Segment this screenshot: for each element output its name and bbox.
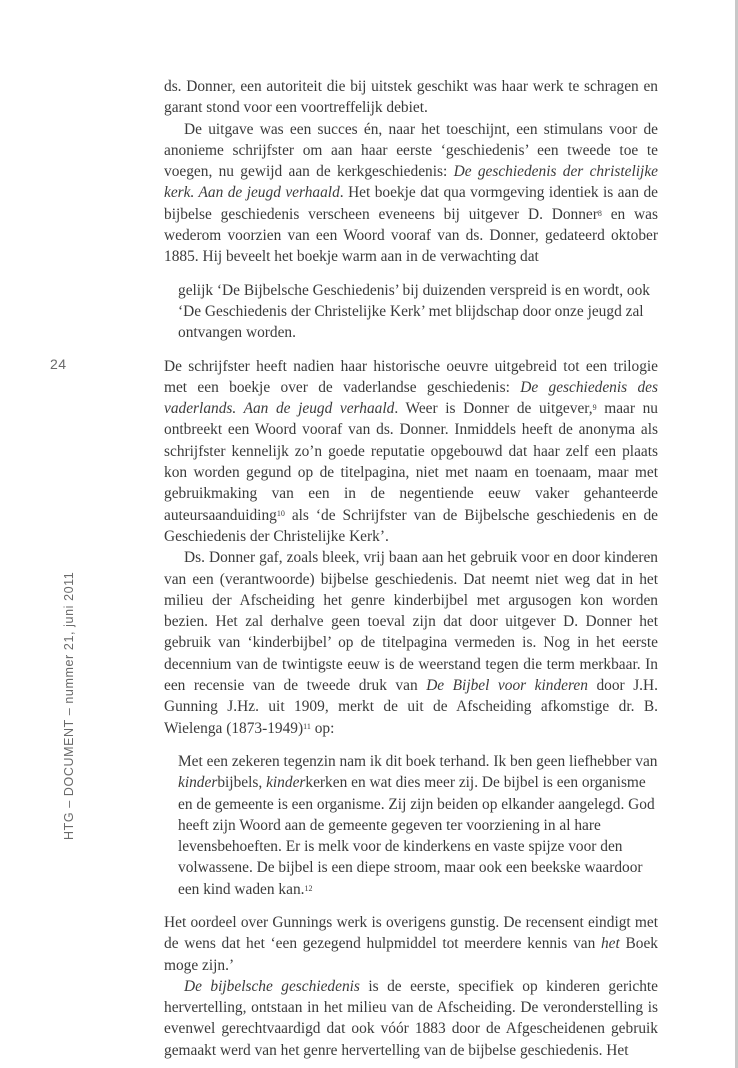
footnote-ref: 9 (592, 402, 597, 412)
emphasis: het (600, 935, 620, 953)
footnote-ref: 12 (304, 883, 313, 893)
text-run: op: (310, 719, 335, 737)
text-run: ds. Donner, een autoriteit die bij uitstek geschikt was haar werk te schragen en garant stond voor een voortreffelijk debiet. (164, 78, 658, 117)
text-run: maar nu ontbreekt een Woord vooraf van ds. Donner. Inmiddels heeft de anonyma als schrijfster kennelijk zo’n goede reputatie opgebouwd dat haar zelf een plaats kon worden gegund op de titelpagina, niet met naam en toenaam, maar met gebruikmaking van een in de negentiende eeuw vaker gehanteerde auteursaanduiding (164, 400, 659, 524)
paragraph-6 (164, 976, 658, 1061)
book-title: De bijbelsche geschiedenis (184, 977, 360, 995)
text-run: . Weer is Donner de uitgever, (394, 400, 593, 418)
running-head: HTG – DOCUMENT – nummer 21, juni 2011 (62, 571, 76, 840)
quote-text (178, 751, 658, 900)
paragraph-2 (164, 119, 658, 268)
text-run: Boek moge zijn.’ (164, 935, 658, 974)
footnote-ref: 8 (597, 208, 602, 218)
footnote-ref: 11 (303, 722, 311, 732)
text-run: bijbels, (217, 774, 267, 792)
text-run: is de eerste, specifiek op kinderen gerichte hervertelling, ontstaan in het milieu van de Afscheiding. De veronderstelling is evenwel gerechtvaardigd dat ook vóór 1883 door de Afgescheidenen gebruik gemaakt werd van het genre hervertelling van de bijbelse geschiedenis. Het (164, 977, 658, 1059)
paragraph-5 (164, 912, 658, 976)
text-run: . Het boekje dat qua vormgeving identiek is aan de bijbelse geschiedenis verscheen eveneens bij uitgever D. Donner (164, 184, 658, 223)
text-run: en was wederom voorzien van een Woord vooraf van ds. Donner, gedateerd oktober 1885. Hij beveelt het boekje warm aan in de verwachting dat (164, 205, 658, 266)
text-run: Ds. Donner gaf, zoals bleek, vrij baan aan het gebruik voor en door kinderen van een (verantwoorde) bijbelse geschiedenis. Dat neemt niet weg dat in het milieu der Afscheiding het genre kinderbijbel met argusogen kon worden bezien. Het zal derhalve geen toeval zijn dat door uitgever D. Donner het gebruik van ‘kinderbijbel’ op de titelpagina vermeden is. Nog in het eerste decennium van de twintigste eeuw is de weerstand tegen die term merkbaar. In een recensie van de tweede druk van (164, 549, 658, 695)
text-run: kerken en wat dies meer zij. De bijbel is een organisme en de gemeente is een organisme. Zij zijn beiden op elkander aangelegd. God heeft zijn Woord aan de gemeente gegeven ter voorziening in al hare levensbehoeften. Er is melk voor de kinderkens en vaste spijze voor den volwassene. De bijbel is een diepe stroom, maar ook een beekske waardoor een kind waden kan. (178, 774, 655, 898)
footnote-ref: 10 (276, 509, 285, 519)
book-title: De geschiedenis der christelijke kerk. Aan de jeugd verhaald (164, 163, 658, 202)
book-title: De geschiedenis des vaderlands. Aan de jeugd verhaald (164, 378, 659, 418)
block-quote-1 (178, 280, 658, 344)
paragraph-4 (164, 547, 658, 739)
page-number: 24 (50, 356, 67, 372)
body-text (164, 76, 658, 1061)
paragraph-3 (164, 356, 658, 548)
text-run: als ‘de Schrijfster van de Bijbelsche geschiedenis en de Geschiedenis der Christelijke Kerk’. (164, 506, 658, 545)
text-run: De schrijfster heeft nadien haar historische oeuvre uitgebreid tot een trilogie met een boekje over de vaderlandse geschiedenis: (164, 357, 658, 396)
emphasis: kinder (178, 774, 218, 792)
emphasis: kinder (266, 774, 306, 792)
quote-text: gelijk ‘De Bijbelsche Geschiedenis’ bij duizenden verspreid is en wordt, ook ‘De Geschiedenis der Christelijke Kerk’ met blijdschap door onze jeugd zal ontvangen worden. (178, 281, 650, 342)
text-run: Met een zekeren tegenzin nam ik dit boek terhand. Ik ben geen liefhebber van (178, 752, 658, 770)
text-run: Het oordeel over Gunnings werk is overigens gunstig. De recensent eindigt met de wens dat het ‘een gezegend hulpmiddel tot meerdere kennis van (164, 913, 658, 953)
block-quote-2 (178, 751, 658, 900)
text-run: door J.H. Gunning J.Hz. uit 1909, merkt de uit de Afscheiding afkomstige dr. B. Wielenga (1873-1949) (164, 677, 658, 737)
text-run: De uitgave was een succes én, naar het toeschijnt, een stimulans voor de anonieme schrijfster om aan haar eerste ‘geschiedenis’ een tweede toe te voegen, nu gewijd aan de kerkgeschiedenis: (164, 120, 658, 181)
paragraph-1 (164, 76, 658, 119)
book-title: De Bijbel voor kinderen (426, 677, 588, 695)
